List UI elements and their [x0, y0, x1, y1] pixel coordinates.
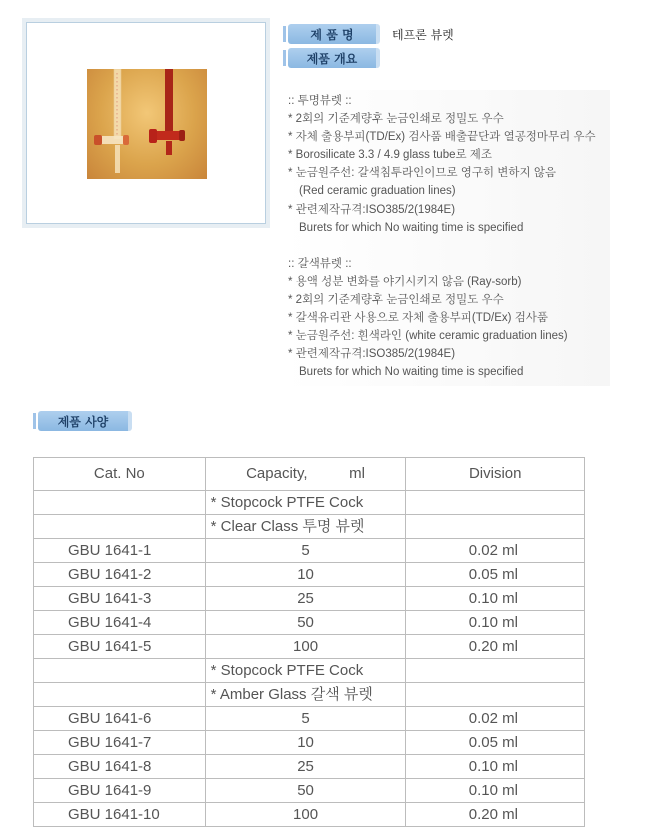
clear-buret-line: * 관련제작규격:ISO385/2(1984E) [288, 203, 456, 216]
header-cat-no: Cat. No [34, 458, 206, 491]
clear-buret-line: * 눈금원주선: 갈색침투라인이므로 영구히 변하지 않음 [288, 167, 557, 180]
cell-division: 0.10 ml [406, 587, 585, 611]
clear-buret-stopcock [99, 136, 125, 144]
cell-capacity: 10 [205, 731, 406, 755]
cell-cat-no: GBU 1641-10 [34, 803, 206, 827]
clear-buret-line: * Borosilicate 3.3 / 4.9 glass tube로 제조 [288, 149, 493, 162]
table-row [34, 731, 585, 755]
header-capacity [205, 458, 406, 491]
group-note-row [34, 683, 585, 707]
cell-capacity: 50 [205, 611, 406, 635]
group-note-row [34, 515, 585, 539]
burets-image [87, 69, 207, 179]
cell-cat-no: GBU 1641-9 [34, 779, 206, 803]
product-spec-tab-label: 제품 사양 [57, 414, 109, 429]
amber-buret-stopcock [153, 131, 181, 140]
table-row [34, 611, 585, 635]
cell-capacity: 100 [205, 803, 406, 827]
cell-division: 0.05 ml [406, 731, 585, 755]
product-overview-tab [288, 48, 380, 68]
cell-capacity: 10 [205, 563, 406, 587]
cell-cat-no: GBU 1641-7 [34, 731, 206, 755]
header-capacity-label: Capacity, ml [246, 465, 366, 482]
cell-cat-no: GBU 1641-8 [34, 755, 206, 779]
amber-buret-line: * 갈색유리관 사용으로 자체 출용부피(TD/Ex) 검사품 [288, 312, 549, 325]
cell-division: 0.02 ml [406, 707, 585, 731]
product-photo-border [26, 22, 266, 224]
group-note: * Amber Glass 갈색 뷰렛 [205, 683, 406, 707]
product-overview-tab-label: 제품 개요 [306, 51, 358, 66]
cell-cat-no: GBU 1641-5 [34, 635, 206, 659]
group-note: * Stopcock PTFE Cock [205, 491, 406, 515]
table-row [34, 755, 585, 779]
cell-cat-no: GBU 1641-6 [34, 707, 206, 731]
cell-cat-no: GBU 1641-2 [34, 563, 206, 587]
amber-buret-title: :: 갈색뷰렛 :: [288, 257, 352, 270]
group-note: * Stopcock PTFE Cock [205, 659, 406, 683]
amber-buret-line: * 눈금원주선: 흰색라인 (white ceramic graduation lines) [288, 330, 568, 343]
product-spec-tab [38, 411, 132, 431]
cell-cat-no: GBU 1641-1 [34, 539, 206, 563]
product-photo [87, 69, 207, 179]
clear-buret-tip [115, 145, 120, 173]
cell-capacity: 100 [205, 635, 406, 659]
cell-cat-no: GBU 1641-4 [34, 611, 206, 635]
clear-buret-line: (Red ceramic graduation lines) [299, 185, 456, 198]
cell-division: 0.20 ml [406, 635, 585, 659]
group-note-row [34, 491, 585, 515]
amber-buret-line: * 2회의 기준계량후 눈금인쇄로 정밀도 우수 [288, 293, 504, 306]
product-name-tab [288, 24, 380, 44]
cell-capacity: 5 [205, 707, 406, 731]
cell-capacity: 5 [205, 539, 406, 563]
table-row [34, 587, 585, 611]
cell-division: 0.02 ml [406, 539, 585, 563]
header-division: Division [406, 458, 585, 491]
cell-capacity: 25 [205, 755, 406, 779]
group-note: * Clear Class 투명 뷰렛 [205, 515, 406, 539]
table-row [34, 803, 585, 827]
spec-table-header [34, 458, 585, 491]
clear-buret-line: * 2회의 기준계량후 눈금인쇄로 정밀도 우수 [288, 113, 504, 126]
table-row [34, 707, 585, 731]
product-name-tab-label: 제 품 명 [310, 27, 354, 42]
table-row [34, 563, 585, 587]
clear-buret-title: :: 투명뷰렛 :: [288, 95, 352, 107]
table-row [34, 539, 585, 563]
amber-buret-tip [166, 141, 172, 155]
group-note-row [34, 659, 585, 683]
product-name: 테프론 뷰렛 [392, 28, 454, 42]
table-row [34, 635, 585, 659]
cell-division: 0.10 ml [406, 611, 585, 635]
amber-buret-line: * 관련제작규격:ISO385/2(1984E) [288, 348, 456, 361]
amber-buret-line: Burets for which No waiting time is specified [299, 366, 524, 379]
cell-division: 0.10 ml [406, 755, 585, 779]
amber-buret-line: * 용액 성분 변화를 야기시키지 않음 (Ray-sorb) [288, 275, 522, 288]
product-photo-frame [22, 18, 270, 228]
clear-buret-line: Burets for which No waiting time is specified [299, 221, 524, 234]
table-row [34, 779, 585, 803]
cell-division: 0.20 ml [406, 803, 585, 827]
product-description [284, 90, 610, 386]
cell-cat-no: GBU 1641-3 [34, 587, 206, 611]
spec-table [33, 457, 585, 827]
description-spacer [288, 237, 610, 255]
amber-buret-tube [165, 69, 173, 135]
cell-division: 0.10 ml [406, 779, 585, 803]
cell-capacity: 25 [205, 587, 406, 611]
clear-buret-tube [114, 69, 121, 139]
cell-capacity: 50 [205, 779, 406, 803]
clear-buret-line: * 자체 출용부피(TD/Ex) 검사품 배출끝단과 열공정마무리 우수 [288, 131, 596, 144]
cell-division: 0.05 ml [406, 563, 585, 587]
